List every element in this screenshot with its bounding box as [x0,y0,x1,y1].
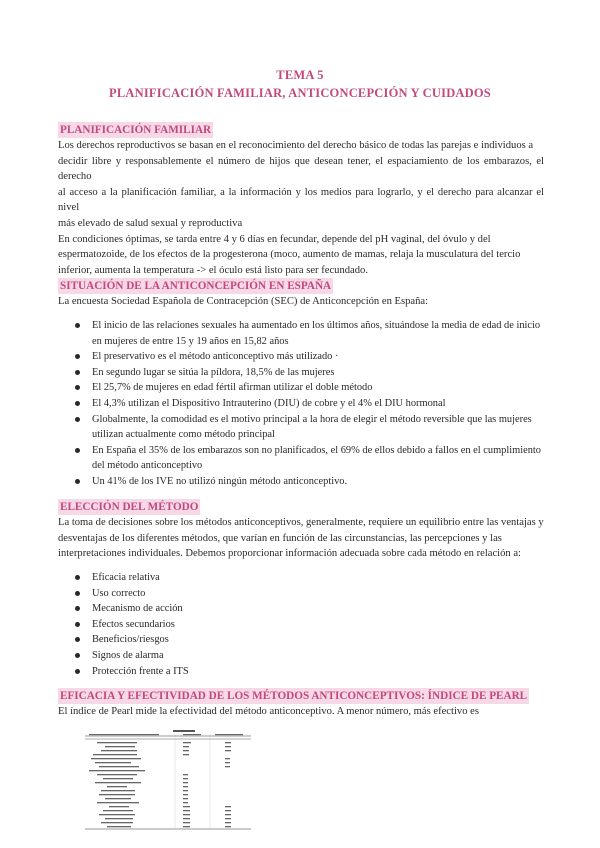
text-line: desventajas de los diferentes métodos, que varían en función de las circunstancias, las percepciones y las [58,532,502,544]
list-item [72,632,544,648]
list-item [72,648,544,664]
text-line: En España el 35% de los embarazos son no planificados, el 69% de ellos debido a fallos en el cumplimiento [92,444,541,456]
text-line: Globalmente, la comodidad es el motivo principal a la hora de elegir el método reversible que las mujeres [92,413,532,425]
text-line: interpretaciones individuales. Debemos proporcionar información adecuada sobre cada método en relación a: [58,548,521,560]
bullet-icon [75,669,80,674]
list-item [72,396,544,412]
text-line: espermatozoide, de los efectos de la progesterona (moco, aumento de mamas, relaja la musculatura del tercio [58,249,521,261]
list-item [72,586,544,602]
text-line: El preservativo es el método anticonceptivo más utilizado · [92,351,339,363]
eficacia-paragraph: El índice de Pearl mide la efectividad del método anticonceptivo. A menor número, más efectivo es [58,706,479,717]
text-line: La toma de decisiones sobre los métodos anticonceptivos, generalmente, requiere un equilibrio entre las ventajas y [58,517,544,528]
bullet-icon [75,323,80,328]
section-heading-eleccion: ELECCIÓN DEL MÉTODO [60,501,199,513]
list-item [72,601,544,617]
section-heading-eficacia: EFICACIA Y EFECTIVIDAD DE LOS MÉTODOS ANTICONCEPTIVOS: ÍNDICE DE PEARL [60,690,528,702]
bullet-icon [75,637,80,642]
tema-number: TEMA 5 [276,68,324,82]
text-line: decidir libre y responsablemente el número de hijos que desean tener, el espaciamiento de los embarazos, el derecho [58,155,544,183]
list-item [72,664,544,680]
text-line: del método anticonceptivo [92,460,203,472]
text-line: En condiciones óptimas, se tarda entre 4 y 6 días en fecundar, depende del pH vaginal, del óvulo y del [58,233,491,245]
bullet-icon [75,606,80,611]
pearl-index-table-image [85,730,251,830]
list-item [72,349,544,365]
list-item-text: Mecanismo de acción [92,603,183,615]
text-line: Los derechos reproductivos se basan en el reconocimiento del derecho básico de todas las parejas e individuos a [58,140,534,151]
situacion-intro: La encuesta Sociedad Española de Contracepción (SEC) de Anticoncepción en España: [58,296,429,307]
text-line: utilizan actualmente como método principal [92,429,275,441]
list-item [72,443,544,474]
text-line: en mujeres de entre 15 y 19 años en 15,82 años [92,335,289,347]
list-item [72,570,544,586]
text-line: inferior, aumenta la temperatura -> el óculo está listo para ser fecundado. [58,264,368,276]
list-item-text: Uso correcto [92,587,146,599]
bullet-icon [75,448,80,453]
bullet-icon [75,575,80,580]
bullet-icon [75,417,80,422]
list-item-text: Protección frente a ITS [92,665,189,677]
text-line: Un 41% de los IVE no utilizó ningún método anticonceptivo. [92,475,348,487]
section-heading-situacion: SITUACIÓN DE LA ANTICONCEPCIÓN EN ESPAÑA [60,280,332,292]
bullet-icon [75,653,80,658]
eleccion-bullet-list [72,570,544,679]
document-title: PLANIFICACIÓN FAMILIAR, ANTICONCEPCIÓN Y CUIDADOS [109,86,491,100]
bullet-icon [75,479,80,484]
bullet-icon [75,591,80,596]
list-item [72,474,544,490]
text-line: En segundo lugar se sitúa la píldora, 18,5% de las mujeres [92,366,335,378]
list-item [72,617,544,633]
eleccion-paragraph [58,515,544,562]
list-item [72,318,544,349]
bullet-icon [75,385,80,390]
text-line: El 4,3% utilizan el Dispositivo Intrauterino (DIU) de cobre y el 4% el DIU hormonal [92,397,446,409]
list-item-text: Beneficios/riesgos [92,634,169,646]
bullet-icon [75,354,80,359]
planificacion-paragraph [58,138,544,278]
list-item-text: Eficacia relativa [92,572,160,583]
text-line: al acceso a la planificación familiar, a la información y los medios para lograrlo, y el derecho para alcanzar el nivel [58,186,544,214]
text-line: El 25,7% de mujeres en edad fértil afirman utilizar el doble método [92,382,373,394]
list-item [72,365,544,381]
section-heading-planificacion: PLANIFICACIÓN FAMILIAR [60,124,212,136]
bullet-icon [75,622,80,627]
list-item [72,380,544,396]
text-line: más elevado de salud sexual y reproductiva [58,217,243,229]
list-item [72,412,544,443]
text-line: El inicio de las relaciones sexuales ha aumentado en los últimos años, situándose la media de edad de inicio [92,320,541,331]
situacion-bullet-list [72,318,544,490]
list-item-text: Signos de alarma [92,649,164,661]
bullet-icon [75,370,80,375]
list-item-text: Efectos secundarios [92,618,175,630]
bullet-icon [75,401,80,406]
